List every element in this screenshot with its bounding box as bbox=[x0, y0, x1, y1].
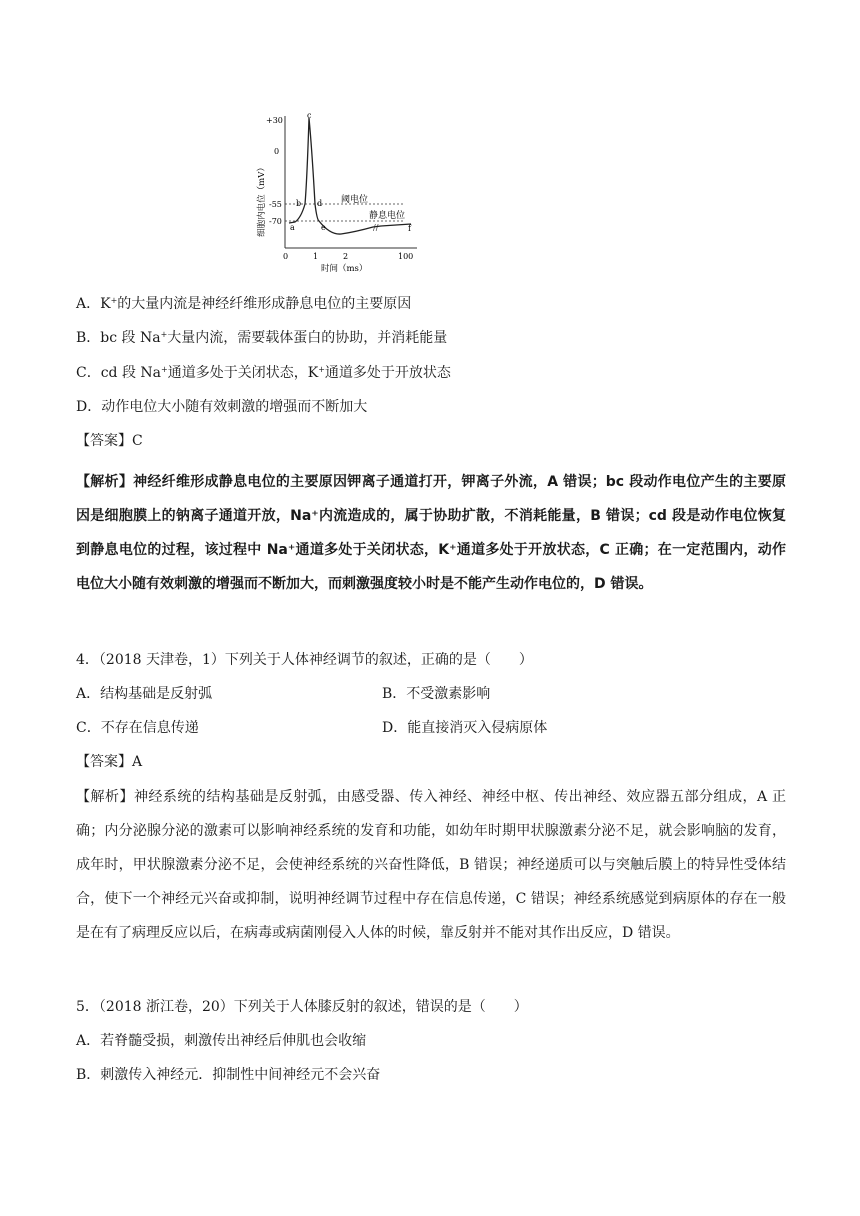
resting-label: 静息电位 bbox=[369, 211, 406, 221]
q5-option-b: B．刺激传入神经元．抑制性中间神经元不会兴奋 bbox=[76, 1067, 381, 1083]
x-tick-label: 0 bbox=[283, 252, 289, 261]
point-label: c bbox=[307, 111, 312, 120]
y-tick-label: +30 bbox=[266, 116, 283, 125]
q4-option-b: B．不受激素影响 bbox=[382, 686, 491, 702]
point-label: d bbox=[317, 199, 323, 208]
y-tick-label: 0 bbox=[274, 147, 280, 156]
point-label: e bbox=[321, 223, 326, 232]
q3-option-a: A．K+的大量内流是神经纤维形成静息电位的主要原因 bbox=[76, 296, 412, 312]
y-tick-label: -70 bbox=[269, 217, 282, 226]
svg-text://: // bbox=[373, 223, 379, 232]
q5-option-a: A．若脊髓受损，刺激传出神经后伸肌也会收缩 bbox=[76, 1033, 367, 1049]
y-tick-label: -55 bbox=[269, 200, 282, 209]
point-label: a bbox=[290, 223, 295, 232]
point-label: f bbox=[408, 224, 411, 233]
q3-analysis: 【解析】神经纤维形成静息电位的主要原因钾离子通道打开，钾离子外流，A 错误；bc 段动作电位产生的主要原因是细胞膜上的钠离子通道开放，Na⁺内流造成的，属于协助扩散，不消耗能量，B 错误；cd 段是动作电位恢复到静息电位的过程，该过程中 Na⁺通道多处于关闭状态，K⁺通道多处于开放状态，C 正确；在一定范围内，动作电位大小随有效刺激的增强而不断加大，而刺激强度较小时是不能产生动作电位的，D 错误。 bbox=[76, 474, 786, 592]
q4-answer: 【答案】A bbox=[76, 754, 143, 770]
threshold-label: 阈电位 bbox=[341, 195, 369, 205]
q4-analysis: 【解析】神经系统的结构基础是反射弧，由感受器、传入神经、神经中枢、传出神经、效应器五部分组成，A 正确；内分泌腺分泌的激素可以影响神经系统的发育和功能，如幼年时期甲状腺激素分泌不足，就会影响脑的发育，成年时，甲状腺激素分泌不足，会使神经系统的兴奋性降低，B 错误；神经递质可以与突触后膜上的特异性受体结合，使下一个神经元兴奋或抑制，说明神经调节过程中存在信息传递，C 错误；神经系统感觉到病原体的存在一般是在有了病理反应以后，在病毒或病菌刚侵入人体的时候，靠反射并不能对其作出反应，D 错误。 bbox=[76, 789, 786, 941]
x-tick-label: 100 bbox=[398, 252, 414, 261]
q3-option-d: D．动作电位大小随有效刺激的增强而不断加大 bbox=[76, 399, 368, 415]
q4-stem: 4．（2018 天津卷，1）下列关于人体神经调节的叙述，正确的是（ ） bbox=[76, 652, 533, 668]
q4-option-d: D．能直接消灭入侵病原体 bbox=[382, 720, 548, 736]
y-axis-label: 细胞内电位（mV） bbox=[257, 163, 267, 237]
x-tick-label: 2 bbox=[343, 252, 349, 261]
q4-option-c: C．不存在信息传递 bbox=[76, 720, 199, 736]
q3-option-c: C．cd 段 Na+通道多处于关闭状态，K+通道多处于开放状态 bbox=[76, 365, 451, 381]
q4-option-a: A．结构基础是反射弧 bbox=[76, 686, 213, 702]
q3-answer: 【答案】C bbox=[76, 433, 143, 449]
x-axis-label: 时间（ms） bbox=[321, 264, 368, 274]
action-potential-figure bbox=[255, 110, 425, 275]
x-tick-label: 1 bbox=[313, 252, 319, 261]
q3-option-b: B．bc 段 Na+大量内流，需要载体蛋白的协助，并消耗能量 bbox=[76, 330, 448, 346]
point-label: b bbox=[296, 199, 302, 208]
q5-stem: 5．（2018 浙江卷，20）下列关于人体膝反射的叙述，错误的是（ ） bbox=[76, 999, 528, 1015]
